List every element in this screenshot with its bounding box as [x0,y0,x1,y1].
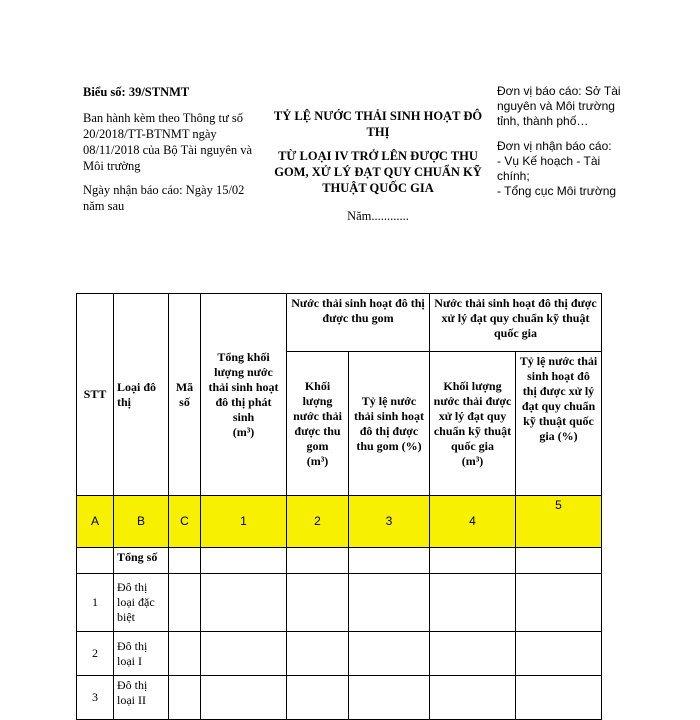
table-cell[interactable] [287,676,349,720]
table-cell[interactable] [169,676,201,720]
row-type: Đô thị loại II [114,676,169,720]
table-cell[interactable] [430,676,516,720]
issued-with-text: Ban hành kèm theo Thông tư số 20/2018/TT-BTNMT ngày 08/11/2018 của Bộ Tài nguyên và Môi trường [83,111,253,173]
code-cell: 5 [516,496,602,548]
header-treated-volume [430,352,516,496]
header-collected-volume [287,352,349,496]
total-row [77,548,602,574]
form-code: Biểu số: 39/STNMT [83,85,190,99]
table-cell[interactable] [430,574,516,632]
table-cell[interactable] [77,548,114,574]
table-cell[interactable] [516,574,602,632]
total-label: Tổng số [114,548,169,574]
report-year: Năm............ [347,209,409,223]
header-code: Mã số [169,294,201,496]
header-collected-volume-unit: (m³) [306,453,329,468]
receiving-label: Đơn vị nhận báo cáo: [497,139,612,153]
table-cell[interactable] [287,574,349,632]
table-cell[interactable] [430,548,516,574]
row-stt: 2 [77,632,114,676]
table-row [77,632,602,676]
row-type: Đô thị loại đặc biệt [114,574,169,632]
table-cell[interactable] [201,676,287,720]
report-subtitle: TỪ LOẠI IV TRỞ LÊN ĐƯỢC THU GOM, XỬ LÝ ĐẠT QUY CHUẨN KỸ THUẬT QUỐC GIA [274,149,482,195]
table-cell[interactable] [169,548,201,574]
receiver-1: - Vụ Kế hoạch - Tài chính; [497,154,601,183]
header-center [268,108,488,224]
code-cell: C [169,496,201,548]
code-cell: 4 [430,496,516,548]
row-stt: 1 [77,574,114,632]
code-cell: B [114,496,169,548]
table-cell[interactable] [349,574,430,632]
table-cell[interactable] [349,676,430,720]
header-collected-ratio: Tỷ lệ nước thải sinh hoạt đô thị được thu gom (%) [349,352,430,496]
header-collected-group: Nước thải sinh hoạt đô thị được thu gom [287,294,430,352]
table-cell[interactable] [516,632,602,676]
table-cell[interactable] [169,632,201,676]
table-cell[interactable] [430,632,516,676]
table-cell[interactable] [516,676,602,720]
code-cell: A [77,496,114,548]
table-cell[interactable] [287,632,349,676]
reporting-unit: Đơn vị báo cáo: Sở Tài nguyên và Môi trường tỉnh, thành phố… [497,84,621,128]
code-cell: 2 [287,496,349,548]
code-cell: 1 [201,496,287,548]
table-cell[interactable] [201,632,287,676]
table-cell[interactable] [349,632,430,676]
header-treated-ratio: Tỷ lệ nước thải sinh hoạt đô thị được xử lý đạt quy chuẩn kỹ thuật quốc gia (%) [516,352,602,496]
table-row [77,676,602,720]
header-collected-volume-label: Khối lượng nước thải được thu gom [293,378,342,453]
header-total-volume-label: Tổng khối lượng nước thải sinh hoạt đô thị phát sinh [208,349,279,424]
table-cell[interactable] [169,574,201,632]
header-treated-volume-label: Khối lượng nước thải được xử lý đạt quy chuẩn kỹ thuật quốc gia [433,378,512,453]
table-cell[interactable] [287,548,349,574]
table-cell[interactable] [201,574,287,632]
column-code-row [77,496,602,548]
table-row [77,574,602,632]
header-left [83,84,258,222]
header-type: Loại đô thị [114,294,169,496]
table-cell[interactable] [201,548,287,574]
receiver-2: - Tổng cục Môi trường [497,184,617,198]
header-right [497,84,622,199]
header-stt: STT [77,294,114,496]
header-total-volume [201,294,287,496]
receive-date-text: Ngày nhận báo cáo: Ngày 15/02 năm sau [83,183,245,213]
header-total-volume-unit: (m³) [232,424,255,439]
row-stt: 3 [77,676,114,720]
table-cell[interactable] [349,548,430,574]
report-title: TỶ LỆ NƯỚC THẢI SINH HOẠT ĐÔ THỊ [273,109,483,139]
header-treated-group: Nước thải sinh hoạt đô thị được xử lý đạt quy chuẩn kỹ thuật quốc gia [430,294,602,352]
report-table [76,293,602,720]
header-treated-volume-unit: (m³) [461,453,484,468]
table-cell[interactable] [516,548,602,574]
code-cell: 3 [349,496,430,548]
row-type: Đô thị loại I [114,632,169,676]
